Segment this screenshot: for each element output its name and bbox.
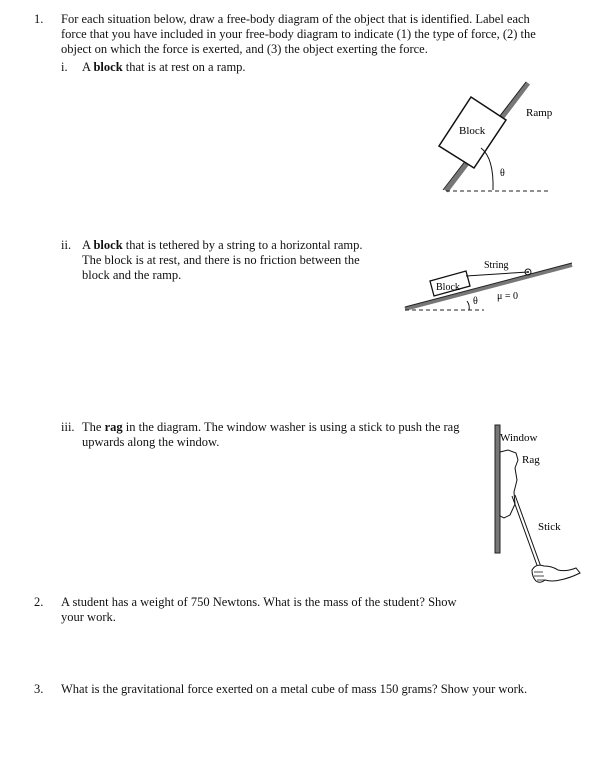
angle-label: θ xyxy=(473,296,478,307)
figure-window-washer xyxy=(488,420,588,595)
question-1-text xyxy=(61,12,601,57)
angle-arc xyxy=(467,301,469,310)
part-ii-label: ii. xyxy=(61,238,72,252)
part-i-text xyxy=(82,60,246,75)
friction-label: μ = 0 xyxy=(497,291,519,302)
part-i-pre: A xyxy=(82,60,94,74)
part-i-label: i. xyxy=(61,60,68,74)
part-ii-text xyxy=(82,238,382,283)
question-3-number: 3. xyxy=(34,682,44,696)
figure-tethered-block xyxy=(400,252,580,322)
question-1-line: force that you have included in your free-body diagram to indicate (1) the type of force, (2) the xyxy=(61,27,536,41)
part-iii-post: in the diagram. The window washer is using a stick to push the rag xyxy=(122,420,460,434)
part-iii-bold: rag xyxy=(104,420,123,434)
string-line xyxy=(466,272,528,276)
part-i-post: that is at rest on a ramp. xyxy=(122,60,246,74)
angle-label: θ xyxy=(500,168,505,179)
figure-block-on-ramp xyxy=(430,80,560,200)
question-2-number: 2. xyxy=(34,595,44,609)
question-3-text xyxy=(61,682,601,697)
string-label: String xyxy=(484,260,509,271)
question-1-number: 1. xyxy=(34,12,44,26)
rag-label: Rag xyxy=(522,454,540,466)
rag-shape xyxy=(500,450,518,518)
part-iii-pre: The xyxy=(82,420,105,434)
stick-label: Stick xyxy=(538,521,561,533)
ramp-surface xyxy=(405,265,572,309)
part-ii-line: block and the ramp. xyxy=(82,268,182,282)
block-label: Block xyxy=(436,282,460,293)
part-iii-text xyxy=(82,420,482,450)
anchor-peg-center xyxy=(527,271,529,273)
window-wall xyxy=(495,425,500,553)
part-i-bold: block xyxy=(93,60,123,74)
window-label: Window xyxy=(500,432,538,444)
question-2-line: your work. xyxy=(61,610,116,624)
question-2-text xyxy=(61,595,501,625)
part-ii-line xyxy=(82,238,382,253)
ramp-label: Ramp xyxy=(526,107,553,119)
part-ii-pre: A xyxy=(82,238,94,252)
part-iii-line xyxy=(82,420,482,435)
question-3-line: What is the gravitational force exerted on a metal cube of mass 150 grams? Show your work. xyxy=(61,682,528,696)
question-1-line: For each situation below, draw a free-body diagram of the object that is identified. Label each xyxy=(61,12,530,26)
question-1-line: object on which the force is exerted, and (3) the object exerting the force. xyxy=(61,42,428,56)
block-label: Block xyxy=(459,125,486,137)
part-iii-label: iii. xyxy=(61,420,75,434)
stick-line-a xyxy=(512,496,538,568)
part-iii-line: upwards along the window. xyxy=(82,435,220,449)
part-ii-bold: block xyxy=(93,238,123,252)
part-ii-line: The block is at rest, and there is no friction between the xyxy=(82,253,360,267)
part-ii-post: that is tethered by a string to a horizontal ramp. xyxy=(122,238,363,252)
question-2-line: A student has a weight of 750 Newtons. What is the mass of the student? Show xyxy=(61,595,457,609)
